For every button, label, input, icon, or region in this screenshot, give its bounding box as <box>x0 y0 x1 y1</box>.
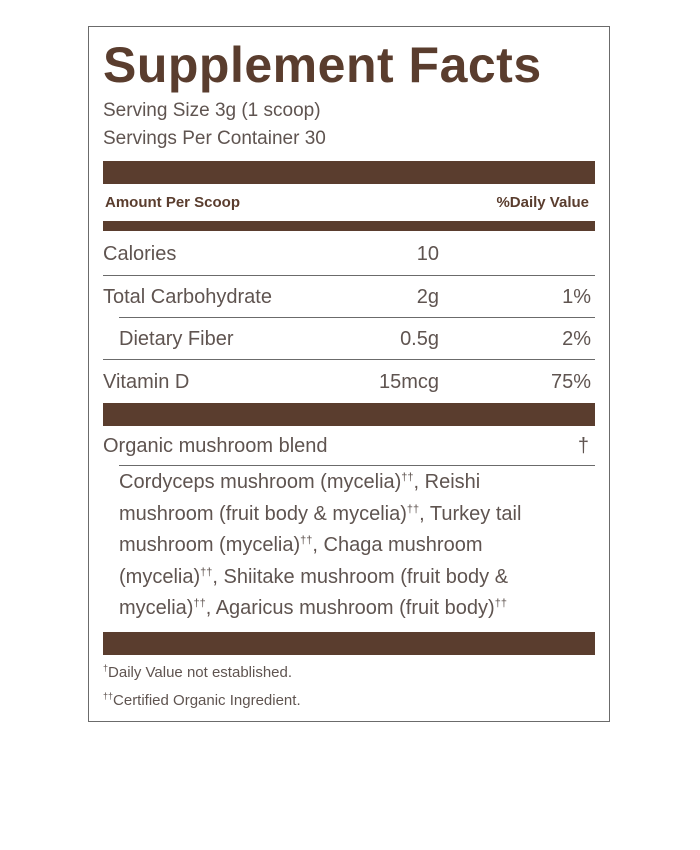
nutrient-row <box>103 276 595 318</box>
footnote-mark: † <box>103 663 109 673</box>
nutrient-daily-value: 2% <box>562 328 591 350</box>
thick-divider-bottom <box>103 632 595 655</box>
ingredient-name: Cordyceps mushroom (mycelia) <box>119 471 402 493</box>
servings-per-container: Servings Per Container 30 <box>103 128 326 149</box>
ingredient-separator: , <box>205 597 216 619</box>
nutrient-row <box>103 361 595 403</box>
organic-mark: †† <box>193 597 206 610</box>
blend-divider <box>119 465 595 466</box>
nutrient-daily-value: 1% <box>562 286 591 308</box>
daily-value-header: %Daily Value <box>496 194 589 211</box>
amount-per-scoop-header: Amount Per Scoop <box>105 194 241 211</box>
ingredient-name: Chaga mushroom (mycelia) <box>119 534 483 588</box>
nutrient-row <box>103 318 595 360</box>
thick-divider-top <box>103 161 595 184</box>
ingredient-separator: , <box>419 502 430 525</box>
serving-size: Serving Size 3g (1 scoop) <box>103 100 321 121</box>
ingredient-separator: , <box>212 565 224 588</box>
ingredient-separator: , <box>312 534 324 556</box>
blend-dagger-mark: † <box>577 435 589 457</box>
nutrient-amount: 15mcg <box>378 371 439 393</box>
organic-mark: †† <box>406 502 420 515</box>
organic-mark: †† <box>494 597 507 610</box>
blend-header <box>103 429 595 465</box>
organic-mark: †† <box>200 565 213 578</box>
ingredient-name: Shiitake mushroom (fruit body & mycelia) <box>119 565 509 619</box>
nutrient-name: Total Carbohydrate <box>103 286 272 308</box>
ingredient-list <box>119 467 569 625</box>
organic-mark: †† <box>300 534 313 547</box>
medium-divider <box>103 221 595 231</box>
nutrient-amount: 10 <box>416 243 439 265</box>
nutrient-amount: 2g <box>416 286 439 308</box>
organic-mark: †† <box>401 471 414 484</box>
ingredient-separator: , <box>413 471 425 493</box>
supplement-facts-panel <box>88 26 610 722</box>
footnote-mark: †† <box>103 691 114 701</box>
nutrient-row <box>103 233 595 275</box>
nutrient-name: Calories <box>103 243 177 265</box>
nutrient-name: Vitamin D <box>103 371 190 393</box>
nutrient-name: Dietary Fiber <box>119 328 234 350</box>
row-divider <box>103 359 595 360</box>
footnote-text: Daily Value not established. <box>108 664 293 681</box>
thick-divider-middle <box>103 403 595 426</box>
ingredient-name: Agaricus mushroom (fruit body) <box>215 597 495 619</box>
nutrient-daily-value: 75% <box>550 371 591 393</box>
label-title: Supplement Facts <box>103 37 542 93</box>
blend-name: Organic mushroom blend <box>103 435 328 457</box>
ingredient-name: Reishi mushroom (fruit body & mycelia) <box>119 471 481 525</box>
footnote-text: Certified Organic Ingredient. <box>113 692 301 709</box>
supplement-facts-content <box>103 27 595 721</box>
nutrient-amount: 0.5g <box>400 328 439 350</box>
footnote <box>103 691 301 711</box>
ingredient-name: Turkey tail mushroom (mycelia) <box>119 502 522 556</box>
footnote <box>103 663 292 683</box>
